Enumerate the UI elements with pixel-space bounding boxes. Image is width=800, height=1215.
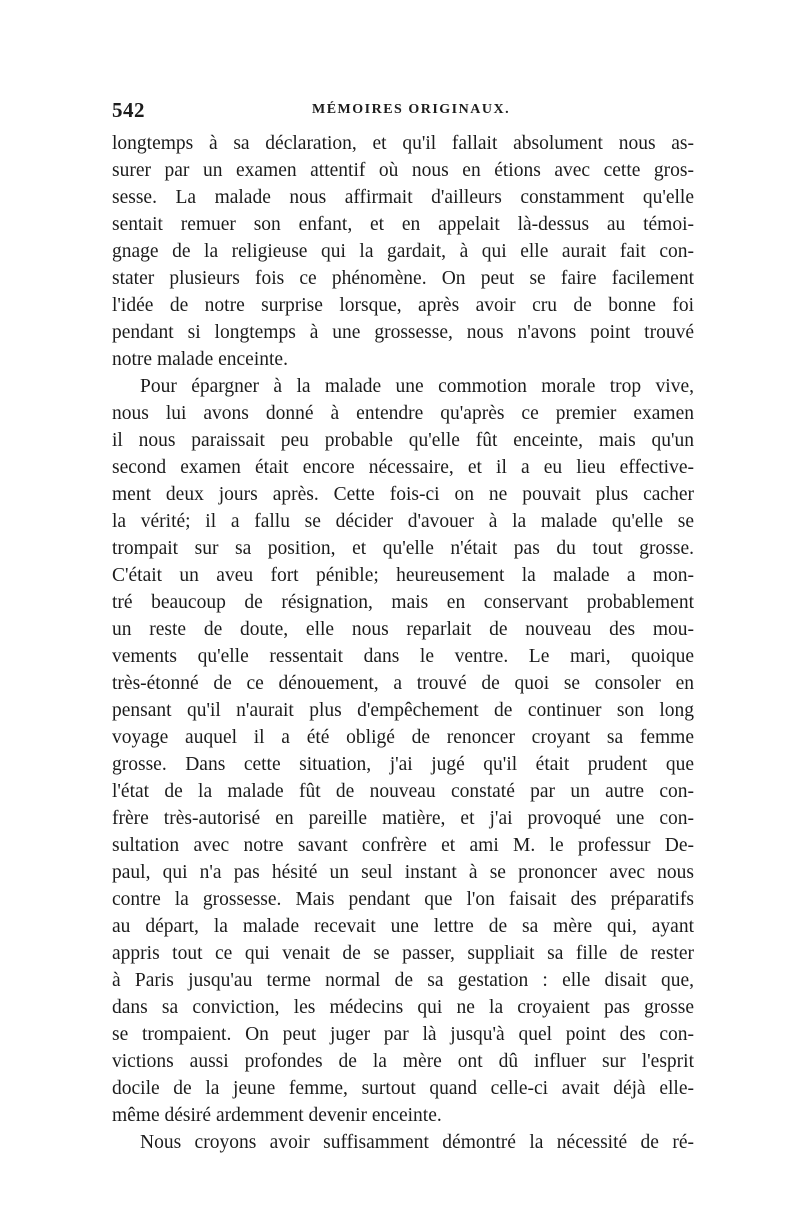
text-line: voyage auquel il a été obligé de renoncer croyant sa femme — [112, 727, 694, 748]
page-number: 542 — [112, 98, 145, 122]
body-text — [112, 130, 694, 1156]
text-line: nous lui avons donné à entendre qu'après ce premier examen — [112, 403, 694, 424]
text-line: notre malade enceinte. — [112, 349, 288, 370]
text-line: C'était un aveu fort pénible; heureusement la malade a mon- — [112, 565, 694, 586]
text-line: sentait remuer son enfant, et en appelait là-dessus au témoi- — [112, 214, 694, 235]
text-line: se trompaient. On peut juger par là jusqu'à quel point des con- — [112, 1024, 694, 1045]
text-line: Pour épargner à la malade une commotion morale trop vive, — [140, 376, 694, 397]
text-line: paul, qui n'a pas hésité un seul instant à se prononcer avec nous — [112, 862, 694, 883]
text-line: gnage de la religieuse qui la gardait, à qui elle aurait fait con- — [112, 241, 694, 262]
text-line: pensant qu'il n'aurait plus d'empêchement de continuer son long — [112, 700, 694, 721]
running-head: MÉMOIRES ORIGINAUX. — [312, 102, 511, 117]
text-line: contre la grossesse. Mais pendant que l'on faisait des préparatifs — [112, 889, 694, 910]
text-line: l'idée de notre surprise lorsque, après avoir cru de bonne foi — [112, 295, 694, 316]
text-line: il nous paraissait peu probable qu'elle fût enceinte, mais qu'un — [112, 430, 694, 451]
text-line: longtemps à sa déclaration, et qu'il fallait absolument nous as- — [112, 133, 694, 154]
page-header — [112, 98, 692, 124]
text-line: stater plusieurs fois ce phénomène. On peut se faire facilement — [112, 268, 694, 289]
text-line: dans sa conviction, les médecins qui ne la croyaient pas grosse — [112, 997, 694, 1018]
text-line: ment deux jours après. Cette fois-ci on ne pouvait plus cacher — [112, 484, 694, 505]
text-line: un reste de doute, elle nous reparlait de nouveau des mou- — [112, 619, 694, 640]
text-line: à Paris jusqu'au terme normal de sa gestation : elle disait que, — [112, 970, 694, 991]
text-line: tré beaucoup de résignation, mais en conservant probablement — [112, 592, 694, 613]
text-line: même désiré ardemment devenir enceinte. — [112, 1105, 442, 1126]
text-line: l'état de la malade fût de nouveau constaté par un autre con- — [112, 781, 694, 802]
text-line: second examen était encore nécessaire, et il a eu lieu effective- — [112, 457, 694, 478]
text-line: très-étonné de ce dénouement, a trouvé de quoi se consoler en — [112, 673, 694, 694]
text-line: surer par un examen attentif où nous en étions avec cette gros- — [112, 160, 694, 181]
text-line: vements qu'elle ressentait dans le ventre. Le mari, quoique — [112, 646, 694, 667]
text-line: victions aussi profondes de la mère ont dû influer sur l'esprit — [112, 1051, 694, 1072]
text-line: appris tout ce qui venait de se passer, suppliait sa fille de rester — [112, 943, 694, 964]
text-line: pendant si longtemps à une grossesse, nous n'avons point trouvé — [112, 322, 694, 343]
text-line: sesse. La malade nous affirmait d'ailleurs constamment qu'elle — [112, 187, 694, 208]
text-line: trompait sur sa position, et qu'elle n'était pas du tout grosse. — [112, 538, 694, 559]
text-line: Nous croyons avoir suffisamment démontré la nécessité de ré- — [140, 1132, 694, 1153]
text-line: docile de la jeune femme, surtout quand celle-ci avait déjà elle- — [112, 1078, 694, 1099]
text-line: au départ, la malade recevait une lettre de sa mère qui, ayant — [112, 916, 694, 937]
text-line: frère très-autorisé en pareille matière, et j'ai provoqué une con- — [112, 808, 694, 829]
text-line: sultation avec notre savant confrère et ami M. le professur De- — [112, 835, 694, 856]
text-line: grosse. Dans cette situation, j'ai jugé qu'il était prudent que — [112, 754, 694, 775]
text-line: la vérité; il a fallu se décider d'avouer à la malade qu'elle se — [112, 511, 694, 532]
